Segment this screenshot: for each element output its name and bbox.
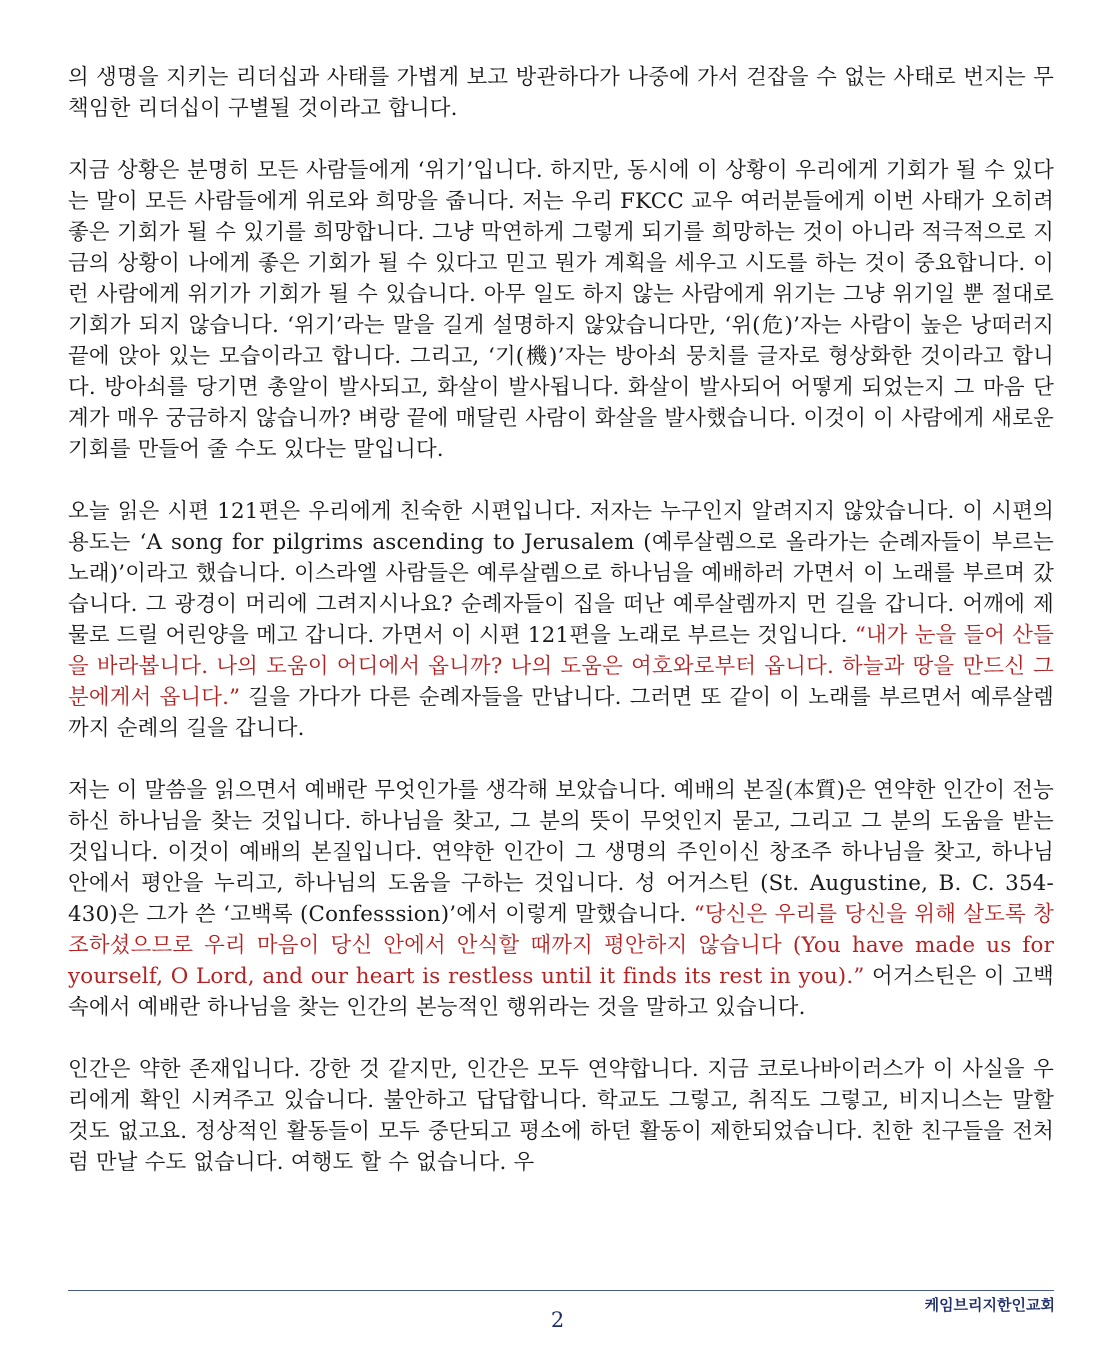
augustine-quote: “당신은 우리를 당신을 위해 살도록 창조하셨으므로 우리 마음이 당신 안에서 안식할 때까지 평안하지 않습니다 (You have made us for yourself, O Lord, and our heart is restless until it finds its rest in you).” — [68, 902, 1054, 989]
page-body — [68, 62, 1054, 1209]
church-name: 케임브리지한인교회 — [924, 1296, 1055, 1314]
paragraph-3-text: 오늘 읽은 시편 121편은 우리에게 친숙한 시편입니다. 저자는 누구인지 알려지지 않았습니다. 이 시편의 용도는 ‘A song for pilgrims ascending to Jerusalem (예루살렘으로 올라가는 순례자들이 부르는 노래)’이라고 했습니다. 이스라엘 사람들은 예루살렘으로 하나님을 예배하러 가면서 이 노래를 부르며 갔습니다. 그 광경이 머리에 그려지시나요? 순례자들이 집을 떠난 예루살렘까지 먼 길을 갑니다. 어깨에 제물로 드릴 어린양을 메고 갑니다. 가면서 이 시편 121편을 노래로 부르는 것입니다. — [68, 499, 1054, 648]
paragraph-3-text-end: 길을 가다가 다른 순례자들을 만납니다. 그러면 또 같이 이 노래를 부르면서 예루살렘까지 순례의 길을 갑니다. — [68, 685, 1054, 741]
paragraph-5 — [68, 1054, 1054, 1178]
paragraph-5-text: 인간은 약한 존재입니다. 강한 것 같지만, 인간은 모두 연약합니다. 지금 코로나바이러스가 이 사실을 우리에게 확인 시켜주고 있습니다. 불안하고 답답합니다. 학교도 그렇고, 취직도 그렇고, 비지니스는 말할 것도 없고요. 정상적인 활동들이 모두 중단되고 평소에 하던 활동이 제한되었습니다. 친한 친구들을 전처럼 만날 수도 없습니다. 여행도 할 수 없습니다. 우 — [68, 1057, 1054, 1175]
paragraph-4-text-end: 어거스틴은 이 고백 속에서 예배란 하나님을 찾는 인간의 본능적인 행위라는 것을 말하고 있습니다. — [68, 964, 1055, 1020]
paragraph-1-text: 의 생명을 지키는 리더십과 사태를 가볍게 보고 방관하다가 나중에 가서 걷잡을 수 없는 사태로 번지는 무책임한 리더십이 구별될 것이라고 합니다. — [68, 65, 1054, 121]
paragraph-2-text: 지금 상황은 분명히 모든 사람들에게 ‘위기’입니다. 하지만, 동시에 이 상황이 우리에게 기회가 될 수 있다는 말이 모든 사람들에게 위로와 희망을 줍니다. 저는 우리 FKCC 교우 여러분들에게 이번 사태가 오히려 좋은 기회가 될 수 있기를 희망합니다. 그냥 막연하게 그렇게 되기를 희망하는 것이 아니라 적극적으로 지금의 상황이 나에게 좋은 기회가 될 수 있다고 믿고 뭔가 계획을 세우고 시도를 하는 것이 중요합니다. 이런 사람에게 위기가 기회가 될 수 있습니다. 아무 일도 하지 않는 사람에게 위기는 그냥 위기일 뿐 절대로 기회가 되지 않습니다. ‘위기’라는 말을 길게 설명하지 않았습니다만, ‘위(危)’자는 사람이 높은 낭떠러지 끝에 앉아 있는 모습이라고 합니다. 그리고, ‘기(機)’자는 방아쇠 뭉치를 글자로 형상화한 것이라고 합니다. 방아쇠를 당기면 총알이 발사되고, 화살이 발사됩니다. 화살이 발사되어 어떻게 되었는지 그 마음 단계가 매우 궁금하지 않습니까? 벼랑 끝에 매달린 사람이 화살을 발사했습니다. 이것이 이 사람에게 새로운 기회를 만들어 줄 수도 있다는 말입니다. — [68, 158, 1054, 462]
footer-divider — [68, 1290, 1054, 1291]
page-number: 2 — [550, 1308, 565, 1332]
paragraph-1 — [68, 62, 1054, 124]
paragraph-3 — [68, 496, 1054, 744]
paragraph-4-text: 저는 이 말씀을 읽으면서 예배란 무엇인가를 생각해 보았습니다. 예배의 본질(本質)은 연약한 인간이 전능하신 하나님을 찾는 것입니다. 하나님을 찾고, 그 분의 뜻이 무엇인지 묻고, 그리고 그 분의 도움을 받는 것입니다. 이것이 예배의 본질입니다. 연약한 인간이 그 생명의 주인이신 창조주 하나님을 찾고, 하나님 안에서 평안을 누리고, 하나님의 도움을 구하는 것입니다. 성 어거스틴 (St. Augustine, B. C. 354-430)은 그가 쓴 ‘고백록 (Confesssion)’에서 이렇게 말했습니다. — [68, 778, 1054, 927]
paragraph-4 — [68, 775, 1054, 1023]
paragraph-2 — [68, 155, 1054, 465]
psalm-quote: “내가 눈을 들어 산들을 바라봅니다. 나의 도움이 어디에서 옵니까? 나의 도움은 여호와로부터 옵니다. 하늘과 땅을 만드신 그분에게서 옵니다.” — [68, 623, 1055, 710]
